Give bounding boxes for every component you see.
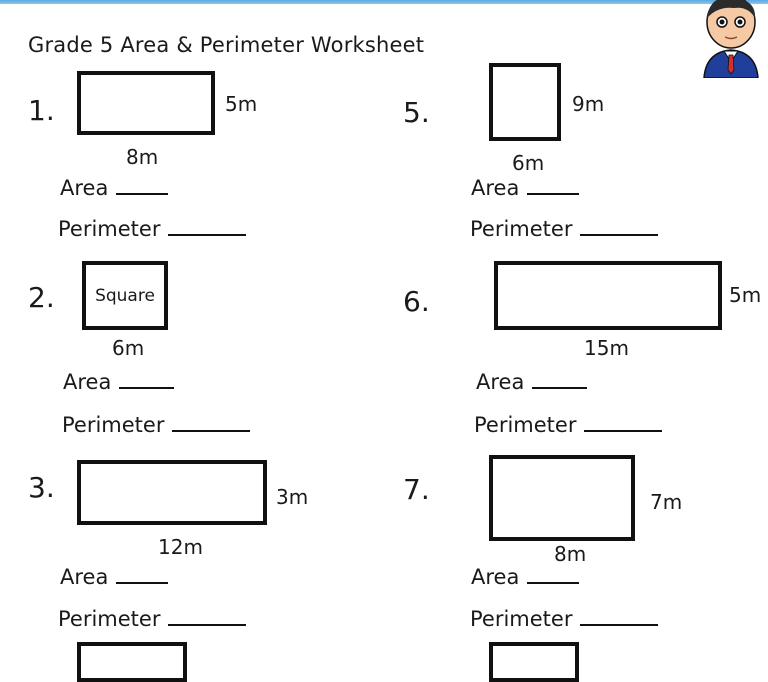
area-prompt: Area bbox=[476, 370, 587, 394]
rectangle-shape bbox=[77, 642, 187, 682]
teacher-avatar-icon bbox=[694, 0, 768, 78]
area-prompt: Area bbox=[63, 370, 174, 394]
area-prompt: Area bbox=[60, 565, 168, 589]
perimeter-prompt: Perimeter bbox=[474, 413, 662, 437]
top-border-bar bbox=[0, 0, 768, 4]
perimeter-prompt: Perimeter bbox=[470, 217, 658, 241]
height-label: 9m bbox=[572, 92, 605, 116]
rectangle-shape bbox=[77, 71, 215, 135]
problem-number: 6. bbox=[403, 285, 430, 318]
shape-inner-label: Square bbox=[95, 285, 155, 306]
problem-number: 5. bbox=[403, 96, 430, 129]
rectangle-shape bbox=[489, 63, 561, 141]
perimeter-answer-line[interactable] bbox=[580, 608, 658, 626]
width-label: 8m bbox=[554, 542, 587, 566]
problem-number: 1. bbox=[28, 94, 55, 127]
height-label: 3m bbox=[276, 485, 309, 509]
rectangle-shape bbox=[494, 261, 722, 330]
area-prompt: Area bbox=[471, 176, 579, 200]
worksheet-title: Grade 5 Area & Perimeter Worksheet bbox=[28, 33, 425, 57]
width-label: 12m bbox=[158, 535, 203, 559]
problem-number: 2. bbox=[28, 281, 55, 314]
width-label: 15m bbox=[584, 336, 629, 360]
perimeter-prompt: Perimeter bbox=[58, 217, 246, 241]
perimeter-prompt: Perimeter bbox=[470, 607, 658, 631]
area-answer-line[interactable] bbox=[116, 566, 168, 584]
perimeter-answer-line[interactable] bbox=[580, 218, 658, 236]
rectangle-shape bbox=[489, 455, 635, 541]
area-prompt: Area bbox=[60, 176, 168, 200]
rectangle-shape bbox=[489, 642, 579, 682]
area-answer-line[interactable] bbox=[119, 371, 174, 389]
height-label: 5m bbox=[729, 283, 762, 307]
height-label: 7m bbox=[650, 490, 683, 514]
problem-number: 3. bbox=[28, 471, 55, 504]
perimeter-answer-line[interactable] bbox=[584, 414, 662, 432]
rectangle-shape bbox=[77, 460, 267, 525]
problem-number: 7. bbox=[403, 473, 430, 506]
width-label: 6m bbox=[112, 336, 145, 360]
perimeter-answer-line[interactable] bbox=[168, 218, 246, 236]
square-shape bbox=[82, 261, 168, 330]
area-answer-line[interactable] bbox=[527, 566, 579, 584]
area-answer-line[interactable] bbox=[532, 371, 587, 389]
width-label: 8m bbox=[126, 145, 159, 169]
width-label: 6m bbox=[512, 151, 545, 175]
area-prompt: Area bbox=[471, 565, 579, 589]
height-label: 5m bbox=[225, 92, 258, 116]
area-answer-line[interactable] bbox=[116, 177, 168, 195]
perimeter-answer-line[interactable] bbox=[172, 414, 250, 432]
perimeter-prompt: Perimeter bbox=[62, 413, 250, 437]
area-answer-line[interactable] bbox=[527, 177, 579, 195]
perimeter-prompt: Perimeter bbox=[58, 607, 246, 631]
perimeter-answer-line[interactable] bbox=[168, 608, 246, 626]
